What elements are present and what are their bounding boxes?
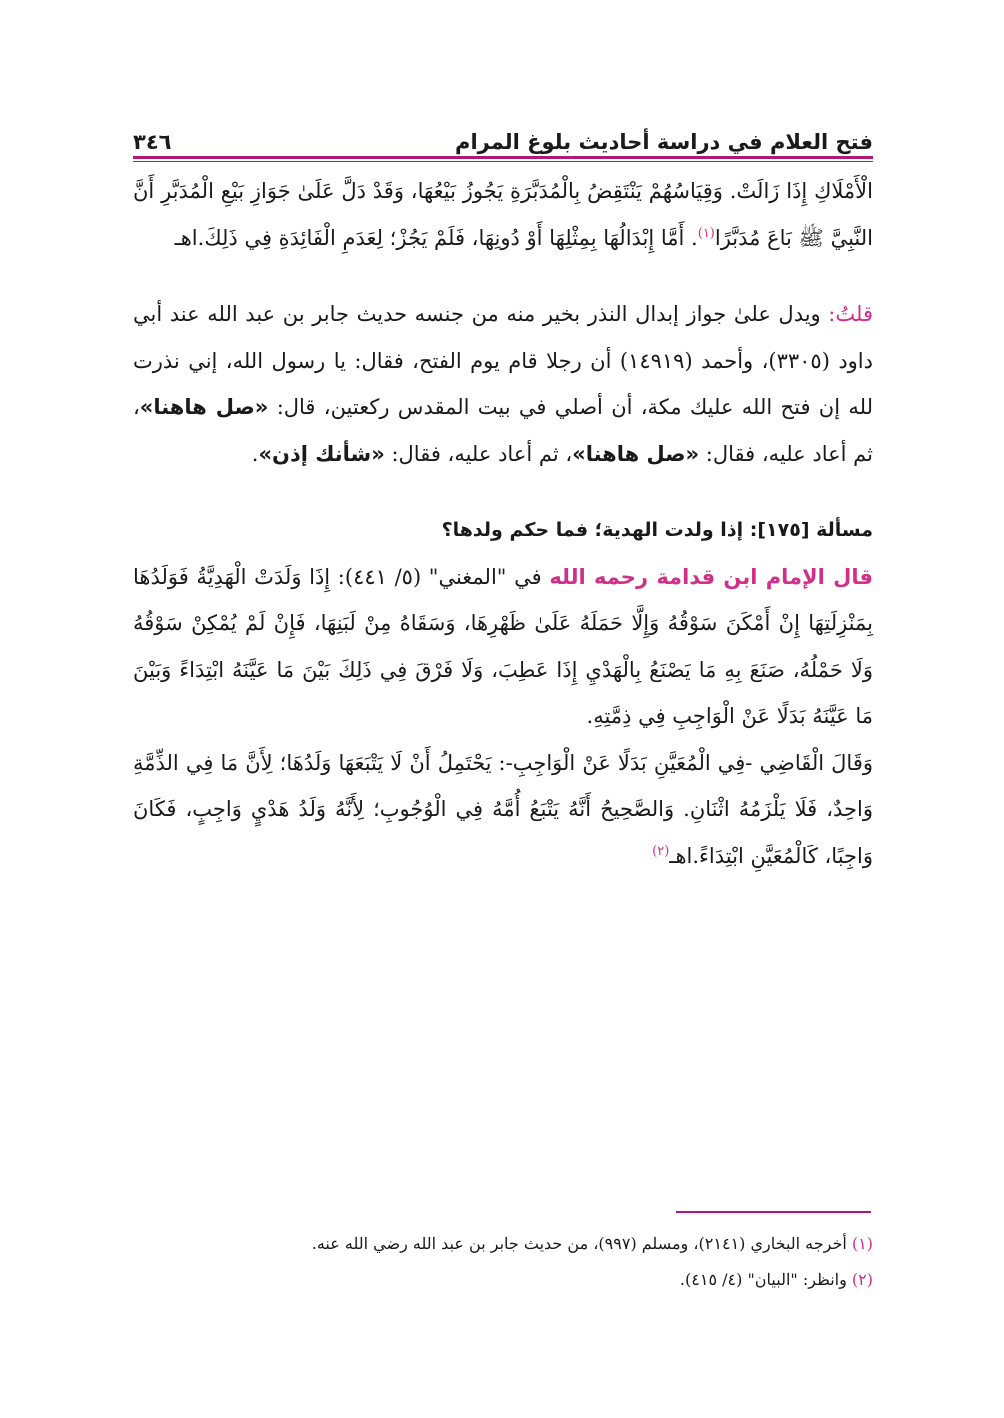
note-label: قلتُ: xyxy=(828,302,873,326)
paragraph-text: وَقَالَ الْقَاضِي -فِي الْمُعَيَّنِ بَدَلًا عَنْ الْوَاجِبِ-: يَحْتَمِلُ أَنْ لَا يَتْبَعَهَا وَلَدُهَا؛ لِأَنَّ مَا فِي الذِّمَّةِ وَاحِدٌ، فَلَا يَلْزَمُهُ اثْنَانِ. وَالصَّحِيحُ أَنَّهُ يَتْبَعُ أُمَّهُ فِي الْوُجُوبِ؛ لِأَنَّهُ وَلَدُ هَدْيٍ وَاجِبٍ، فَكَانَ وَاجِبًا، كَالْمُعَيَّنِ ابْتِدَاءً.اهـ xyxy=(133,750,873,868)
paragraph-text: ، ثم أعاد عليه، فقال: xyxy=(133,395,873,466)
paragraph-text: في "المغني" (٥/ ٤٤١): إِذَا وَلَدَتْ الْهَدِيَّةُ فَوَلَدُهَا بِمَنْزِلَتِهَا إِنْ أَمْكَنَ سَوْقُهُ وَإِلَّا حَمَلَهُ عَلَىٰ ظَهْرِهَا، وَسَقَاهُ مِنْ لَبَنِهَا، فَإِنْ لَمْ يُمْكِنْ سَوْقُهُ وَلَا حَمْلُهُ، صَنَعَ بِهِ مَا يَصْنَعُ بِالْهَدْيِ إِذَا عَطِبَ، وَلَا فَرْقَ فِي ذَلِكَ بَيْنَ مَا عَيَّنَهُ ابْتِدَاءً وَبَيْنَ مَا عَيَّنَهُ بَدَلًا عَنْ الْوَاجِبِ فِي ذِمَّتِهِ. xyxy=(133,564,873,728)
spacer xyxy=(133,477,873,507)
footnote-text: أخرجه البخاري (٢١٤١)، ومسلم (٩٩٧)، من حديث جابر بن عبد الله رضي الله عنه. xyxy=(311,1234,847,1253)
question-text: إذا ولدت الهدية؛ فما حكم ولدها؟ xyxy=(441,519,744,541)
hadith-quote: «صل هاهنا» xyxy=(139,395,269,419)
footnote-text: وانظر: "البيان" (٤/ ٤١٥). xyxy=(679,1270,847,1289)
paragraph-text: ، ثم أعاد عليه، فقال: xyxy=(391,441,573,466)
main-text xyxy=(133,168,873,879)
header-rule-thin xyxy=(133,161,873,162)
paragraph-1 xyxy=(133,168,873,261)
spacer xyxy=(133,261,873,291)
paragraph-2 xyxy=(133,291,873,477)
paragraph-text: ويدل علىٰ جواز إبدال النذر بخير منه من جنسه حديث جابر بن عبد الله عند أبي داود (٣٣٠٥)، وأحمد (١٤٩١٩) أن رجلا قام يوم الفتح، فقال: يا رسول الله، إني نذرت لله إن فتح الله عليك مكة، أن أصلي في بيت المقدس ركعتين، قال: xyxy=(133,302,873,419)
header-rule xyxy=(133,156,873,159)
footnote-rule xyxy=(676,1211,871,1213)
paragraph-text: . أَمَّا إِبْدَالُهَا بِمِثْلِهَا أَوْ دُونِهَا، فَلَمْ يَجُزْ؛ لِعَدَمِ الْفَائِدَةِ فِي ذَلِكَ.اهـ xyxy=(174,225,698,250)
running-header xyxy=(133,118,873,154)
footnotes xyxy=(133,1226,873,1298)
footnote-number: (٢) xyxy=(851,1270,873,1289)
hadith-quote: «شأنك إذن» xyxy=(258,441,385,466)
paragraph-text: الْأَمْلَاكِ إِذَا زَالَتْ. وَقِيَاسُهُمْ يَنْتَقِضُ بِالْمُدَبَّرَةِ يَجُوزُ بَيْعُهَا، وَقَدْ دَلَّ عَلَىٰ جَوَازِ بَيْعِ الْمُدَبَّرِ أَنَّ النَّبِيَّ ﷺ بَاعَ مُدَبَّرًا xyxy=(133,179,873,250)
footnote-number: (١) xyxy=(851,1234,873,1253)
footnote-1 xyxy=(133,1226,873,1262)
question-heading xyxy=(133,507,873,554)
quoted-author: قال الإمام ابن قدامة رحمه الله xyxy=(549,564,873,589)
question-label: مسألة [١٧٥]: xyxy=(749,519,873,541)
footnote-ref-1[interactable]: (١) xyxy=(697,225,715,241)
footnote-2 xyxy=(133,1262,873,1298)
paragraph-text: . xyxy=(251,441,259,466)
paragraph-3 xyxy=(133,554,873,740)
footnote-ref-2[interactable]: (٢) xyxy=(652,843,670,859)
book-title: فتح العلام في دراسة أحاديث بلوغ المرام xyxy=(455,130,873,154)
hadith-quote: «صل هاهنا» xyxy=(572,441,700,466)
page-number: ٣٤٦ xyxy=(133,130,172,154)
paragraph-4 xyxy=(133,740,873,880)
